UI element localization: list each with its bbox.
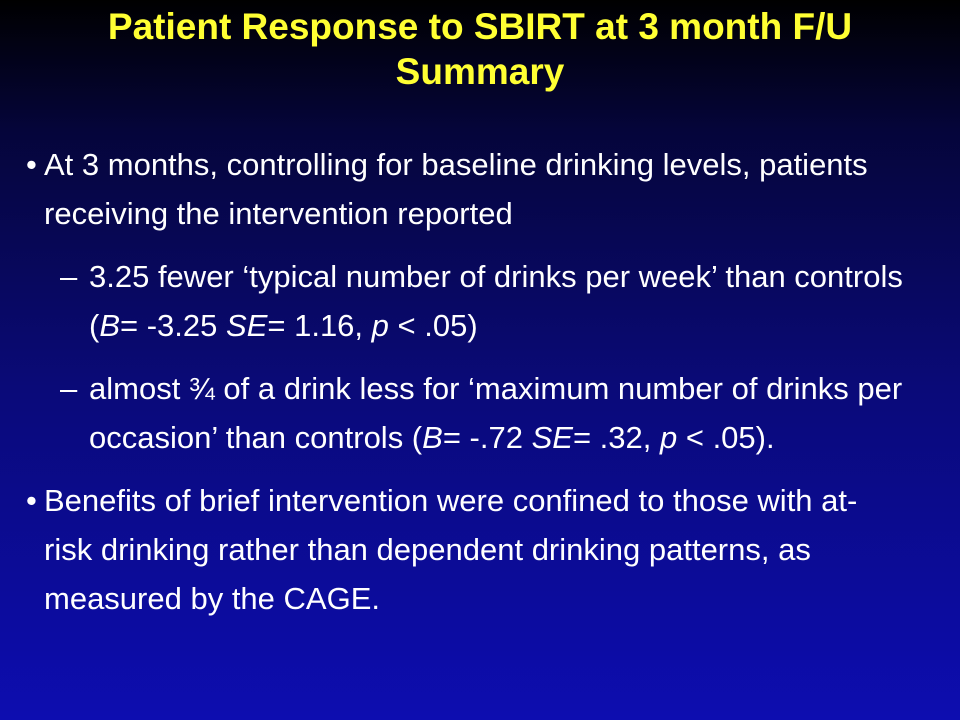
bullet-text: At 3 months, controlling for baseline drinking levels, patients receiving the intervention reported <box>44 147 868 231</box>
stat-se-value: = 1.16, <box>267 308 372 343</box>
sub-bullet-text-pre: 3.25 fewer ‘typical number of drinks per week’ than controls ( <box>89 259 903 343</box>
bullet-marker: • <box>26 147 37 182</box>
sub-bullet-item <box>0 252 939 350</box>
sub-bullet-item <box>0 364 939 462</box>
stat-p-label: p <box>659 420 678 455</box>
bullet-item <box>0 140 904 238</box>
sub-bullet-marker: – <box>60 371 78 406</box>
slide-body <box>0 140 960 623</box>
slide-title-line-1: Patient Response to SBIRT at 3 month F/U <box>107 6 853 47</box>
stat-se-label: SE <box>531 420 573 455</box>
sub-bullet-text <box>89 371 902 455</box>
sub-bullet-text <box>89 259 903 343</box>
stat-p-value: < .05) <box>388 308 478 343</box>
bullet-text: Benefits of brief intervention were confined to those with at-risk drinking rather than dependent drinking patterns, as measured by the CAGE. <box>44 483 858 616</box>
bullet-item <box>0 476 904 623</box>
stat-b-value: = -.72 <box>442 420 532 455</box>
spacer <box>0 462 960 476</box>
stat-b-label: B <box>422 420 443 455</box>
bullet-marker: • <box>26 483 37 518</box>
stat-b-label: B <box>99 308 121 343</box>
slide-title-line-2: Summary <box>395 51 565 92</box>
stat-se-label: SE <box>226 308 268 343</box>
stat-p-value: < .05). <box>677 420 775 455</box>
stat-se-value: = .32, <box>572 420 660 455</box>
slide-title <box>0 4 960 94</box>
stat-b-value: = -3.25 <box>120 308 227 343</box>
sub-bullet-text-pre: almost ¾ of a drink less for ‘maximum number of drinks per occasion’ than controls ( <box>89 371 903 455</box>
sub-bullet-marker: – <box>60 259 78 294</box>
stat-p-label: p <box>371 308 389 343</box>
